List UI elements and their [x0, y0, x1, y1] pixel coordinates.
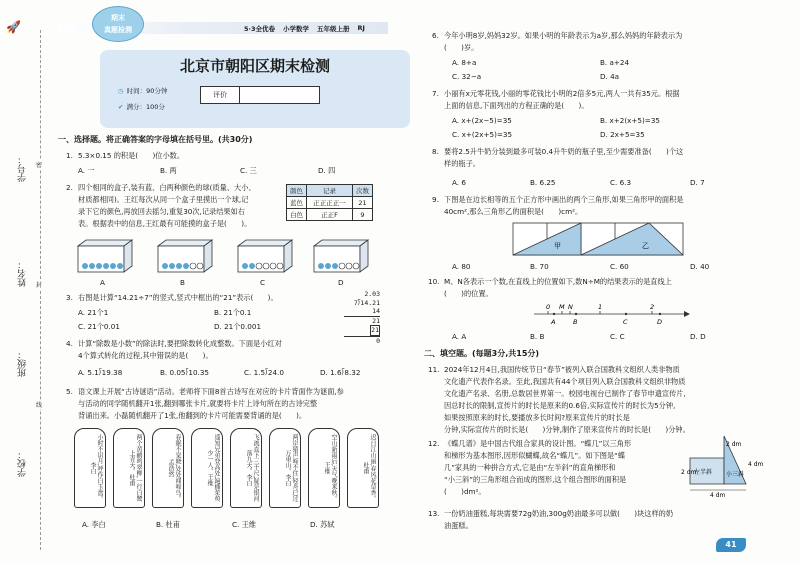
division-step: 21	[372, 316, 380, 325]
q6-option-a: A. 8+a	[452, 58, 477, 67]
q7-option-c: C. x+(2x+5)=35	[452, 130, 513, 139]
edition: RJ	[357, 24, 365, 32]
figure-label: 左半斜	[694, 469, 713, 476]
division-dividend: 7⟌14.21	[353, 298, 380, 307]
q4-option-b: B. 0.05⟌10.35	[160, 368, 209, 377]
table-row	[287, 209, 373, 221]
section1-title: 一、选择题。将正确答案的字母填在括号里。(共30分)	[58, 135, 253, 144]
q7-number: 7.	[432, 89, 439, 98]
q7-line: 小丽有x元零花钱,小丽的零花钱比小明的2倍多5元,两人一共有35元。根据	[444, 89, 680, 98]
q1-text: 5.3×0.15 的积是( )位小数。	[78, 151, 185, 160]
q13-number: 13.	[428, 509, 440, 518]
q5-line: 与活动的同学随机翻开1张,翻到哪张卡片,就要将卡片上诗句所在的古诗完整	[78, 399, 318, 408]
division-remainder: 0	[344, 336, 380, 346]
box-c	[238, 240, 292, 272]
q10-line: ( )的位置。	[444, 289, 493, 298]
exam-badge	[92, 6, 144, 42]
poem-card: 两岸猿声啼不住,轻舟已过万重山。李白	[269, 428, 301, 508]
table-row	[287, 197, 373, 209]
score-info: ✔ 满分：100分	[118, 102, 165, 111]
poem-card: 迟日江山丽,春风花草香。杜甫	[347, 428, 379, 508]
q10-option-c: C. C	[610, 332, 625, 341]
q2-tally-table	[286, 184, 373, 221]
q5-number: 5.	[66, 387, 73, 396]
q12-line: ( )dm²。	[444, 487, 486, 496]
q12-line: 和梯形为基本图形,因形似蝴蝶,故名“蝶几”。如下图是“蝶	[444, 451, 626, 460]
class-label: 班级：	[18, 350, 28, 377]
q11-line: 分钟,实际宣传片的时长是( )分钟,制作了原来宣传片的时长是( )分钟。	[444, 425, 690, 434]
series: 5·3全优卷	[244, 25, 276, 33]
q12-line: 几”家具的一种拼合方式,它是由“左半斜”的直角梯形和	[444, 463, 616, 472]
axis-tick-label: M	[559, 303, 565, 311]
q13-line: 一份奶油蛋糕,每块需要72g奶油,300g奶油最多可以做( )块这样的奶	[444, 509, 674, 518]
table-cell: 白色	[287, 209, 307, 221]
q12-line: “小三斜”的三角形组合而成的图形,这个组合图形的面积是	[444, 475, 627, 484]
q7-option-d: D. 2x+5=35	[600, 130, 645, 139]
grade: 五年级上册	[317, 25, 350, 33]
axis-point-label: C	[623, 318, 628, 326]
division-quotient: 2.03	[364, 290, 380, 298]
q5-option-c: C. 王维	[232, 520, 256, 529]
page-number: 41	[716, 538, 746, 552]
clock-icon: ◷	[118, 86, 124, 95]
evaluation-label: 评价	[200, 86, 240, 104]
q8-number: 8.	[432, 147, 439, 156]
q4-line: 4个算式转化的过程,其中错误的是( )。	[78, 351, 213, 360]
q2-option-b: B	[180, 278, 185, 287]
q8-option-d: D. 7	[690, 178, 705, 187]
q10-line: M、N各表示一个数,在直线上的位置如下,数N÷M的结果表示的是直线上	[444, 277, 672, 286]
q7-option-b: B. x+2(x+5)=35	[600, 116, 660, 125]
q3-option-d: D. 21个0.001	[214, 322, 262, 331]
q2-line: 四个相同的盒子,装有蓝、白两种颜色的球(质量、大小、	[78, 183, 256, 192]
name-label: 姓名：	[18, 260, 28, 287]
q8-line: 要将2.5升牛奶分装到最多可装0.4升牛奶的瓶子里,至少需要准备( )个这	[444, 147, 684, 156]
q5-option-a: A. 李白	[82, 520, 106, 529]
table-row	[287, 185, 373, 197]
q3-text: 右图是计算“14.21÷7”的竖式,竖式中框出的“21”表示( )。	[78, 293, 278, 302]
q2-option-d: D	[338, 278, 344, 287]
q2-line: 表。根据表中的信息,王红最有可能摸的盒子是( )。	[78, 219, 252, 228]
q3-option-b: B. 21个0.1	[214, 308, 252, 317]
q2-boxes-figure	[74, 236, 374, 278]
q10-option-b: B. B	[530, 332, 545, 341]
q9-line: 40cm²,那么三角形乙的面积是( )cm²。	[444, 207, 583, 216]
q4-option-d: D. 1.6⟌8.32	[320, 368, 361, 377]
page-title: 北京市朝阳区期末检测	[179, 57, 330, 75]
q2-option-c: C	[260, 278, 266, 287]
q7-line: 上面的信息,下面列出的方程正确的是( )。	[444, 101, 589, 110]
q9-option-a: A. 80	[452, 262, 471, 271]
q7-option-a: A. x+(2x−5)=35	[452, 116, 512, 125]
poem-card: 春眠不觉晓,处处闻啼鸟。孟浩然	[152, 428, 184, 508]
axis-tick-label: N	[568, 303, 573, 311]
q12-line: 《蝶几谱》是中国古代组合家具的设计图。“蝶几”以三角形	[444, 439, 632, 448]
table-header-cell: 次数	[353, 185, 373, 197]
q6-line: ( )岁。	[444, 43, 479, 52]
school-label: 学校：	[18, 450, 28, 477]
triangle-b-label: 乙	[642, 242, 649, 250]
poem-card: 遥知兄弟登高处,遍插茱萸少一人。王维	[191, 428, 223, 508]
q2-line: 材质都相同)。王红每次从同一个盒子里摸出一个球,记	[78, 195, 249, 204]
q9-option-b: B. 70	[530, 262, 549, 271]
q4-option-c: C. 1.5⟌24.0	[244, 368, 284, 377]
table-header-cell: 颜色	[287, 185, 307, 197]
q6-option-b: B. a+24	[600, 58, 630, 67]
q2-line: 录下它的颜色,再放回去摇匀,重复30次,记录结果如右	[78, 207, 245, 216]
table-cell: 21	[353, 197, 373, 209]
q9-number: 9.	[432, 195, 439, 204]
badge-line1: 期末	[111, 14, 125, 22]
q2-number: 2.	[66, 183, 73, 192]
table-cell: 正正正正一	[307, 197, 353, 209]
q12-number: 12.	[428, 439, 440, 448]
table-cell: 正正F	[307, 209, 353, 221]
q11-line: 文化遗产名录、名册,总数居世界第一。校园电视台已制作了春节申遗宣传片,	[444, 389, 686, 398]
division-step: 14	[344, 307, 380, 317]
poem-card: 小时不识月,呼作白玉盘。李白	[74, 428, 106, 508]
q10-option-a: A. A	[452, 332, 467, 341]
box-b	[158, 240, 212, 272]
q2-option-a: A	[100, 278, 105, 287]
figure-label: 4 dm	[710, 492, 726, 499]
q10-option-d: D. D	[690, 332, 706, 341]
q8-option-a: A. 6	[452, 178, 466, 187]
q3-option-a: A. 21个1	[78, 308, 109, 317]
rocket-icon: 🚀	[6, 20, 21, 34]
q9-option-c: C. 60	[610, 262, 629, 271]
q11-line: 2024年12月4日,我国传统节日“春节”被列入联合国教科文组织人类非物质	[444, 365, 680, 374]
check-icon: ✔	[118, 102, 124, 111]
q3-number: 3.	[66, 293, 73, 302]
seal-mark: 封	[36, 282, 43, 289]
student-id-label: 学号：	[18, 155, 28, 182]
axis-point-label: D	[657, 318, 663, 326]
table-cell: 蓝色	[287, 197, 307, 209]
table-cell: 9	[353, 209, 373, 221]
figure-label: 2 dm	[681, 469, 697, 476]
q9-option-d: D. 40	[690, 262, 710, 271]
division-step-boxed: 21	[371, 326, 379, 334]
poem-card: 飞流直下三千尺,疑是银河落九天。李白	[230, 428, 262, 508]
q11-line: 如果按照原来的时长,要播放多长时间?原来宣传片的时长是	[444, 413, 630, 422]
q4-option-a: A. 5.1⟌19.38	[78, 368, 123, 377]
axis-point-label: B	[573, 318, 578, 326]
binding-line	[40, 30, 41, 550]
q1-number: 1.	[66, 151, 73, 160]
q5-option-b: B. 杜甫	[156, 520, 180, 529]
q4-line: 计算“除数是小数”的除法时,要把除数转化成整数。下面是小红对	[78, 339, 282, 348]
q10-number-line	[530, 302, 690, 330]
figure-label: 小三斜	[726, 471, 745, 478]
box-a	[78, 240, 132, 272]
q6-line: 今年小明8岁,妈妈32岁。如果小明的年龄表示为a岁,那么妈妈的年龄表示为	[444, 31, 683, 40]
q6-number: 6.	[432, 31, 439, 40]
q10-number: 10.	[428, 277, 440, 286]
q5-line: 背诵出来。小磊随机翻开了1张,他翻到的卡片可能需要背诵的是( )。	[78, 411, 307, 420]
figure-label: 4 dm	[748, 461, 764, 468]
figure-label: 2 dm	[726, 441, 742, 448]
q3-division-figure	[344, 290, 380, 345]
q1-option-b: B. 两	[160, 166, 177, 175]
q12-butterfly-figure	[680, 432, 764, 499]
q5-option-d: D. 苏轼	[310, 520, 335, 529]
q1-option-a: A. 一	[78, 166, 95, 175]
q11-number: 11.	[428, 365, 440, 374]
poem-card: 空山新雨后,天气晚来秋。王维	[308, 428, 340, 508]
series-info	[244, 24, 365, 33]
q13-line: 油蛋糕。	[444, 521, 473, 530]
seal-mark: 密	[36, 162, 43, 169]
seal-mark: 线	[36, 402, 43, 409]
section2-title: 二、填空题。(每题3分,共15分)	[424, 349, 540, 358]
q4-number: 4.	[66, 339, 73, 348]
q6-option-d: D. 4a	[600, 72, 620, 81]
box-d	[314, 240, 368, 272]
q11-line: 文化遗产代表作名录。至此,我国共有44个项目列入联合国教科文组织非物质	[444, 377, 686, 386]
subject: 小学数学	[283, 25, 310, 33]
table-header-cell: 记录	[307, 185, 353, 197]
q6-option-c: C. 32−a	[452, 72, 482, 81]
q8-option-b: B. 6.25	[530, 178, 556, 187]
q3-option-c: C. 21个0.01	[78, 322, 120, 331]
q9-line: 下图是在边长相等的五个正方形中画出的两个三角形,如果三角形甲的面积是	[444, 195, 684, 204]
q8-line: 样的瓶子。	[444, 159, 480, 168]
q1-option-c: C. 三	[240, 166, 257, 175]
axis-tick-label: 2	[650, 303, 655, 311]
q1-option-d: D. 四	[318, 166, 336, 175]
triangle-a-label: 甲	[554, 242, 561, 250]
q11-line: 因总时长的限制,宣传片的时长是原来的0.6倍,实际宣传片的时长为5分钟,	[444, 401, 676, 410]
poem-card: 两个黄鹂鸣翠柳,一行白鹭上青天。杜甫	[113, 428, 145, 508]
axis-tick-label: 1	[598, 303, 603, 311]
q8-option-c: C. 6.3	[610, 178, 632, 187]
axis-tick-label: 0	[546, 303, 551, 311]
q5-line: 语文课上开展“古诗谜语”活动。老师将下面8首古诗写在对应的卡片背面作为谜面,参	[78, 387, 344, 396]
q9-squares-figure	[512, 222, 687, 257]
badge-line2: 真题检测	[104, 26, 132, 34]
axis-point-label: A	[551, 318, 556, 326]
time-info: ◷ 时间：90分钟	[118, 86, 168, 95]
